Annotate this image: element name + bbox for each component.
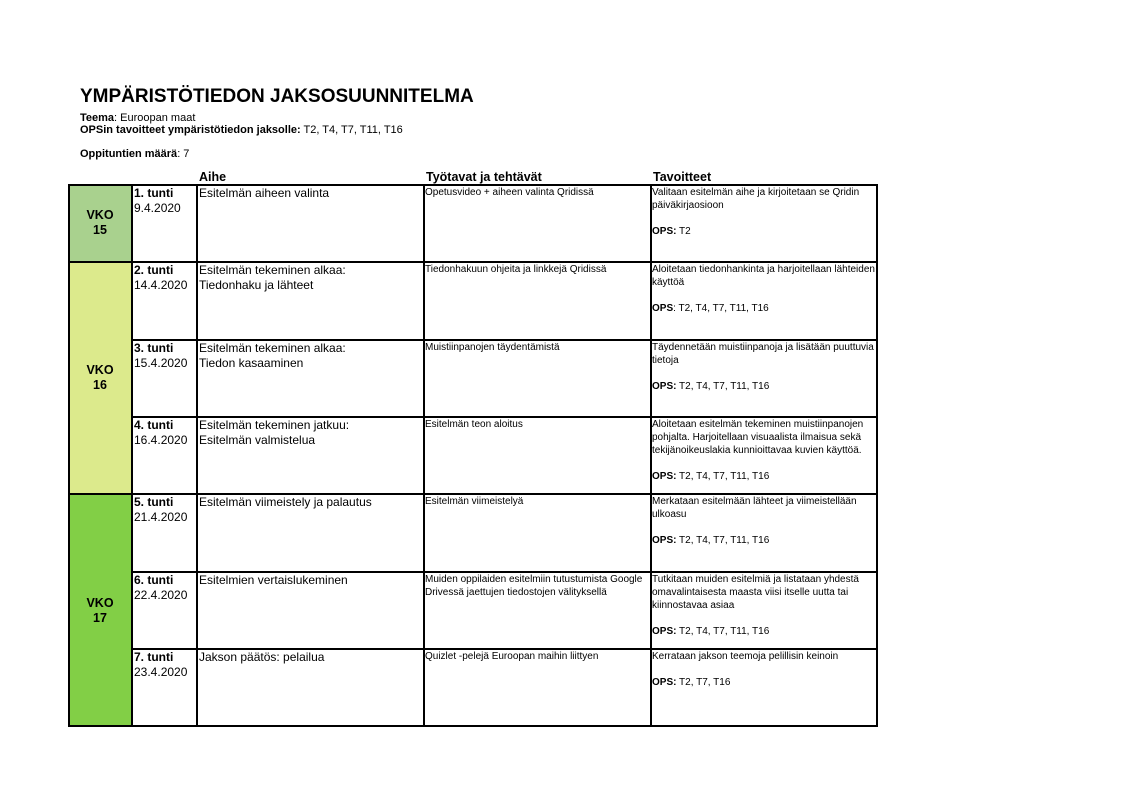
ops-label: OPS: (652, 677, 677, 688)
table-row (134, 650, 194, 680)
ops-value: T2, T4, T7, T11, T16 (676, 471, 770, 482)
lesson-count-label: Oppituntien määrä (80, 148, 178, 160)
table-border (68, 184, 70, 727)
ops-line (652, 625, 876, 638)
goals-cell (652, 650, 876, 689)
ops-goals-line (80, 124, 403, 136)
table-row (134, 263, 194, 293)
table-border (876, 184, 878, 727)
week-cell-17 (68, 494, 132, 727)
topic-line: Jakson päätös: pelailua (199, 650, 325, 664)
theme-value: : Euroopan maat (114, 112, 196, 124)
ops-line (652, 225, 876, 238)
goals-cell (652, 263, 876, 315)
table-row (134, 495, 194, 525)
lesson-number: 3. tunti (134, 341, 174, 355)
topic-line: Esitelmän viimeistely ja palautus (199, 495, 372, 509)
topic-line: Tiedon kasaaminen (199, 356, 304, 370)
goal-text: Merkataan esitelmään lähteet ja viimeistellään ulkoasu (652, 496, 857, 520)
lesson-date: 15.4.2020 (134, 356, 188, 370)
lesson-date: 16.4.2020 (134, 433, 188, 447)
topic-line: Esitelmän tekeminen jatkuu: (199, 418, 350, 432)
lesson-number: 5. tunti (134, 495, 174, 509)
lesson-date: 9.4.2020 (134, 201, 181, 215)
week-label: VKO (86, 595, 114, 610)
lesson-number: 4. tunti (134, 418, 174, 432)
ops-value: T2, T4, T7, T11, T16 (676, 381, 770, 392)
goal-text: Valitaan esitelmän aihe ja kirjoitetaan se Qridin päiväkirjaosioon (652, 187, 860, 211)
week-cell-15 (68, 184, 132, 262)
ops-line (652, 380, 876, 393)
table-row (134, 341, 194, 371)
tasks-cell: Muistiinpanojen täydentämistä (425, 342, 560, 353)
goals-cell (652, 186, 876, 238)
topic-line: Esitelmän tekeminen alkaa: (199, 263, 346, 277)
goal-text: Aloitetaan tiedonhankinta ja harjoitellaan lähteiden käyttöä (652, 264, 875, 288)
topic-cell (199, 418, 419, 448)
ops-value: T2, T4, T7, T11, T16 (676, 535, 770, 546)
topic-cell (199, 573, 419, 588)
lesson-count-value: : 7 (177, 148, 190, 160)
goal-text: Aloitetaan esitelmän tekeminen muistiinpanojen pohjalta. Harjoitellaan visuaalista ilmaisua sekä tekijänoikeuslakia kunnioittavaa kuvien käyttöä. (652, 419, 864, 456)
topic-cell (199, 186, 419, 201)
topic-cell (199, 495, 419, 510)
topic-line: Esitelmän valmistelua (199, 433, 316, 447)
table-border (68, 725, 878, 727)
topic-cell (199, 650, 419, 665)
lesson-date: 14.4.2020 (134, 278, 188, 292)
week-label: VKO (86, 363, 114, 377)
topic-line: Esitelmien vertaislukeminen (199, 573, 348, 587)
lesson-date: 23.4.2020 (134, 665, 188, 679)
tasks-cell: Esitelmän teon aloitus (425, 419, 523, 430)
week-cell-16 (68, 262, 132, 494)
ops-line (652, 470, 876, 483)
goals-cell (652, 341, 876, 393)
lesson-date: 21.4.2020 (134, 510, 188, 524)
lesson-plan-table (68, 184, 878, 727)
week-number: 16 (93, 378, 107, 392)
table-row (134, 418, 194, 448)
ops-line (652, 302, 876, 315)
week-number: 15 (93, 223, 107, 237)
table-row (134, 573, 194, 603)
theme-label: Teema (80, 112, 115, 124)
goal-text: Täydennetään muistiinpanoja ja lisätään puuttuvia tietoja (652, 342, 874, 366)
ops-label: OPS: (652, 226, 677, 237)
tasks-cell: Muiden oppilaiden esitelmiin tutustumista Google Drivessä jaettujen tiedostojen välityksellä (425, 574, 643, 598)
topic-line: Tiedonhaku ja lähteet (199, 278, 314, 292)
ops-label: OPS (652, 303, 674, 314)
ops-value: T2, T4, T7, T11, T16 (676, 626, 770, 637)
ops-line (652, 534, 876, 547)
ops-value: T2, T7, T16 (676, 677, 731, 688)
week-number: 17 (93, 610, 107, 625)
ops-value: T2 (676, 226, 691, 237)
goals-cell (652, 495, 876, 547)
header-tavoitteet: Tavoitteet (653, 170, 712, 184)
topic-cell (199, 341, 419, 371)
tasks-cell: Opetusvideo + aiheen valinta Qridissä (425, 187, 594, 198)
lesson-number: 2. tunti (134, 263, 174, 277)
table-border (131, 184, 133, 727)
lesson-number: 1. tunti (134, 186, 174, 200)
ops-goals-label: OPSin tavoitteet ympäristötiedon jaksolle: (80, 124, 301, 136)
ops-label: OPS: (652, 471, 677, 482)
tasks-cell: Esitelmän viimeistelyä (425, 496, 524, 507)
theme-line (80, 112, 195, 124)
lesson-count-line (80, 148, 189, 160)
table-border (196, 184, 198, 727)
page-title: YMPÄRISTÖTIEDON JAKSOSUUNNITELMA (80, 86, 474, 107)
goals-cell (652, 418, 876, 483)
ops-label: OPS: (652, 535, 677, 546)
goal-text: Kerrataan jakson teemoja pelillisin keinoin (652, 651, 839, 662)
table-row (134, 186, 194, 216)
ops-value: : T2, T4, T7, T11, T16 (673, 303, 769, 314)
ops-label: OPS: (652, 626, 677, 637)
header-tyotavat: Työtavat ja tehtävät (426, 170, 542, 184)
lesson-number: 6. tunti (134, 573, 174, 587)
lesson-date: 22.4.2020 (134, 588, 188, 602)
ops-label: OPS: (652, 381, 677, 392)
topic-line: Esitelmän aiheen valinta (199, 186, 330, 200)
goals-cell (652, 573, 876, 638)
lesson-number: 7. tunti (134, 650, 174, 664)
tasks-cell: Quizlet -pelejä Euroopan maihin liittyen (425, 651, 599, 662)
topic-cell (199, 263, 419, 293)
header-aihe: Aihe (199, 170, 227, 184)
goal-text: Tutkitaan muiden esitelmiä ja listataan yhdestä omavalintaisesta maasta viisi itselle uutta tai kiinnostavaa asiaa (652, 574, 859, 611)
tasks-cell: Tiedonhakuun ohjeita ja linkkejä Qridissä (425, 264, 607, 275)
week-label: VKO (86, 208, 114, 222)
ops-line (652, 676, 876, 689)
ops-goals-value: T2, T4, T7, T11, T16 (300, 124, 403, 136)
topic-line: Esitelmän tekeminen alkaa: (199, 341, 346, 355)
